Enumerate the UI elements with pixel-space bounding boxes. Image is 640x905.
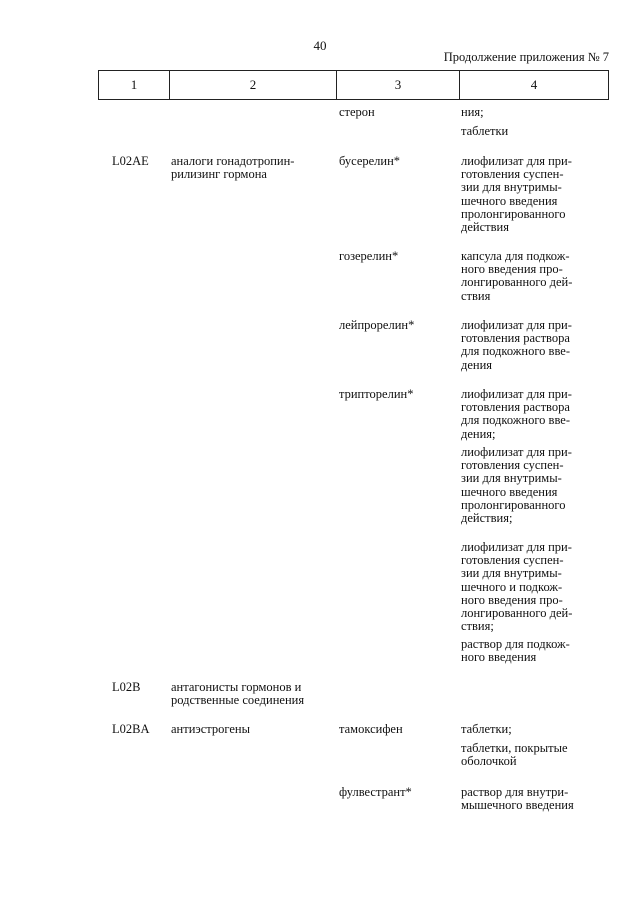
dosage-form: лиофилизат для при- готовления раствора для подкожного вве- дения <box>461 318 572 372</box>
dosage-form: капсула для подкож- ного введения про- лонгированного дей- ствия <box>461 249 573 303</box>
drug-name: лейпрорелин* <box>339 318 415 332</box>
dosage-form: лиофилизат для при- готовления суспен- зии для внутримы- шечного введения пролонгированного действия <box>461 154 572 235</box>
header-col-2: 2 <box>169 71 336 99</box>
atc-code: L02B <box>112 680 141 694</box>
page-number: 40 <box>313 38 327 53</box>
continuation-note: Продолжение приложения № 7 <box>443 50 609 64</box>
dosage-form: таблетки, покрытые оболочкой <box>461 741 568 769</box>
group-name: аналоги гонадотропин- рилизинг гормона <box>171 154 295 182</box>
dosage-form: таблетки <box>461 124 509 138</box>
drug-name: стерон <box>339 105 375 119</box>
group-name: антиэстрогены <box>171 722 251 736</box>
drug-name: бусерелин* <box>339 154 401 168</box>
dosage-form: раствор для внутри- мышечного введения <box>461 785 574 813</box>
drug-name: тамоксифен <box>339 722 403 736</box>
drug-name: трипторелин* <box>339 387 414 401</box>
table-header-row <box>98 70 609 100</box>
header-col-1: 1 <box>130 77 138 92</box>
header-col-4: 4 <box>459 71 608 99</box>
dosage-form: лиофилизат для при- готовления суспен- зии для внутримы- шечного и подкож- ного введения про- лонгированного дей- ствия; <box>461 540 573 634</box>
atc-code: L02AE <box>112 154 149 168</box>
header-col-3: 3 <box>336 71 459 99</box>
drug-name: гозерелин* <box>339 249 399 263</box>
dosage-form: таблетки; <box>461 722 512 736</box>
dosage-form: раствор для подкож- ного введения <box>461 637 570 665</box>
group-name: антагонисты гормонов и родственные соединения <box>171 680 305 708</box>
dosage-form: лиофилизат для при- готовления раствора для подкожного вве- дения; <box>461 387 572 441</box>
dosage-form: ния; <box>461 105 484 119</box>
dosage-form: лиофилизат для при- готовления суспен- зии для внутримы- шечного введения пролонгированного действия; <box>461 445 572 526</box>
drug-name: фулвестрант* <box>339 785 412 799</box>
atc-code: L02BA <box>112 722 150 736</box>
